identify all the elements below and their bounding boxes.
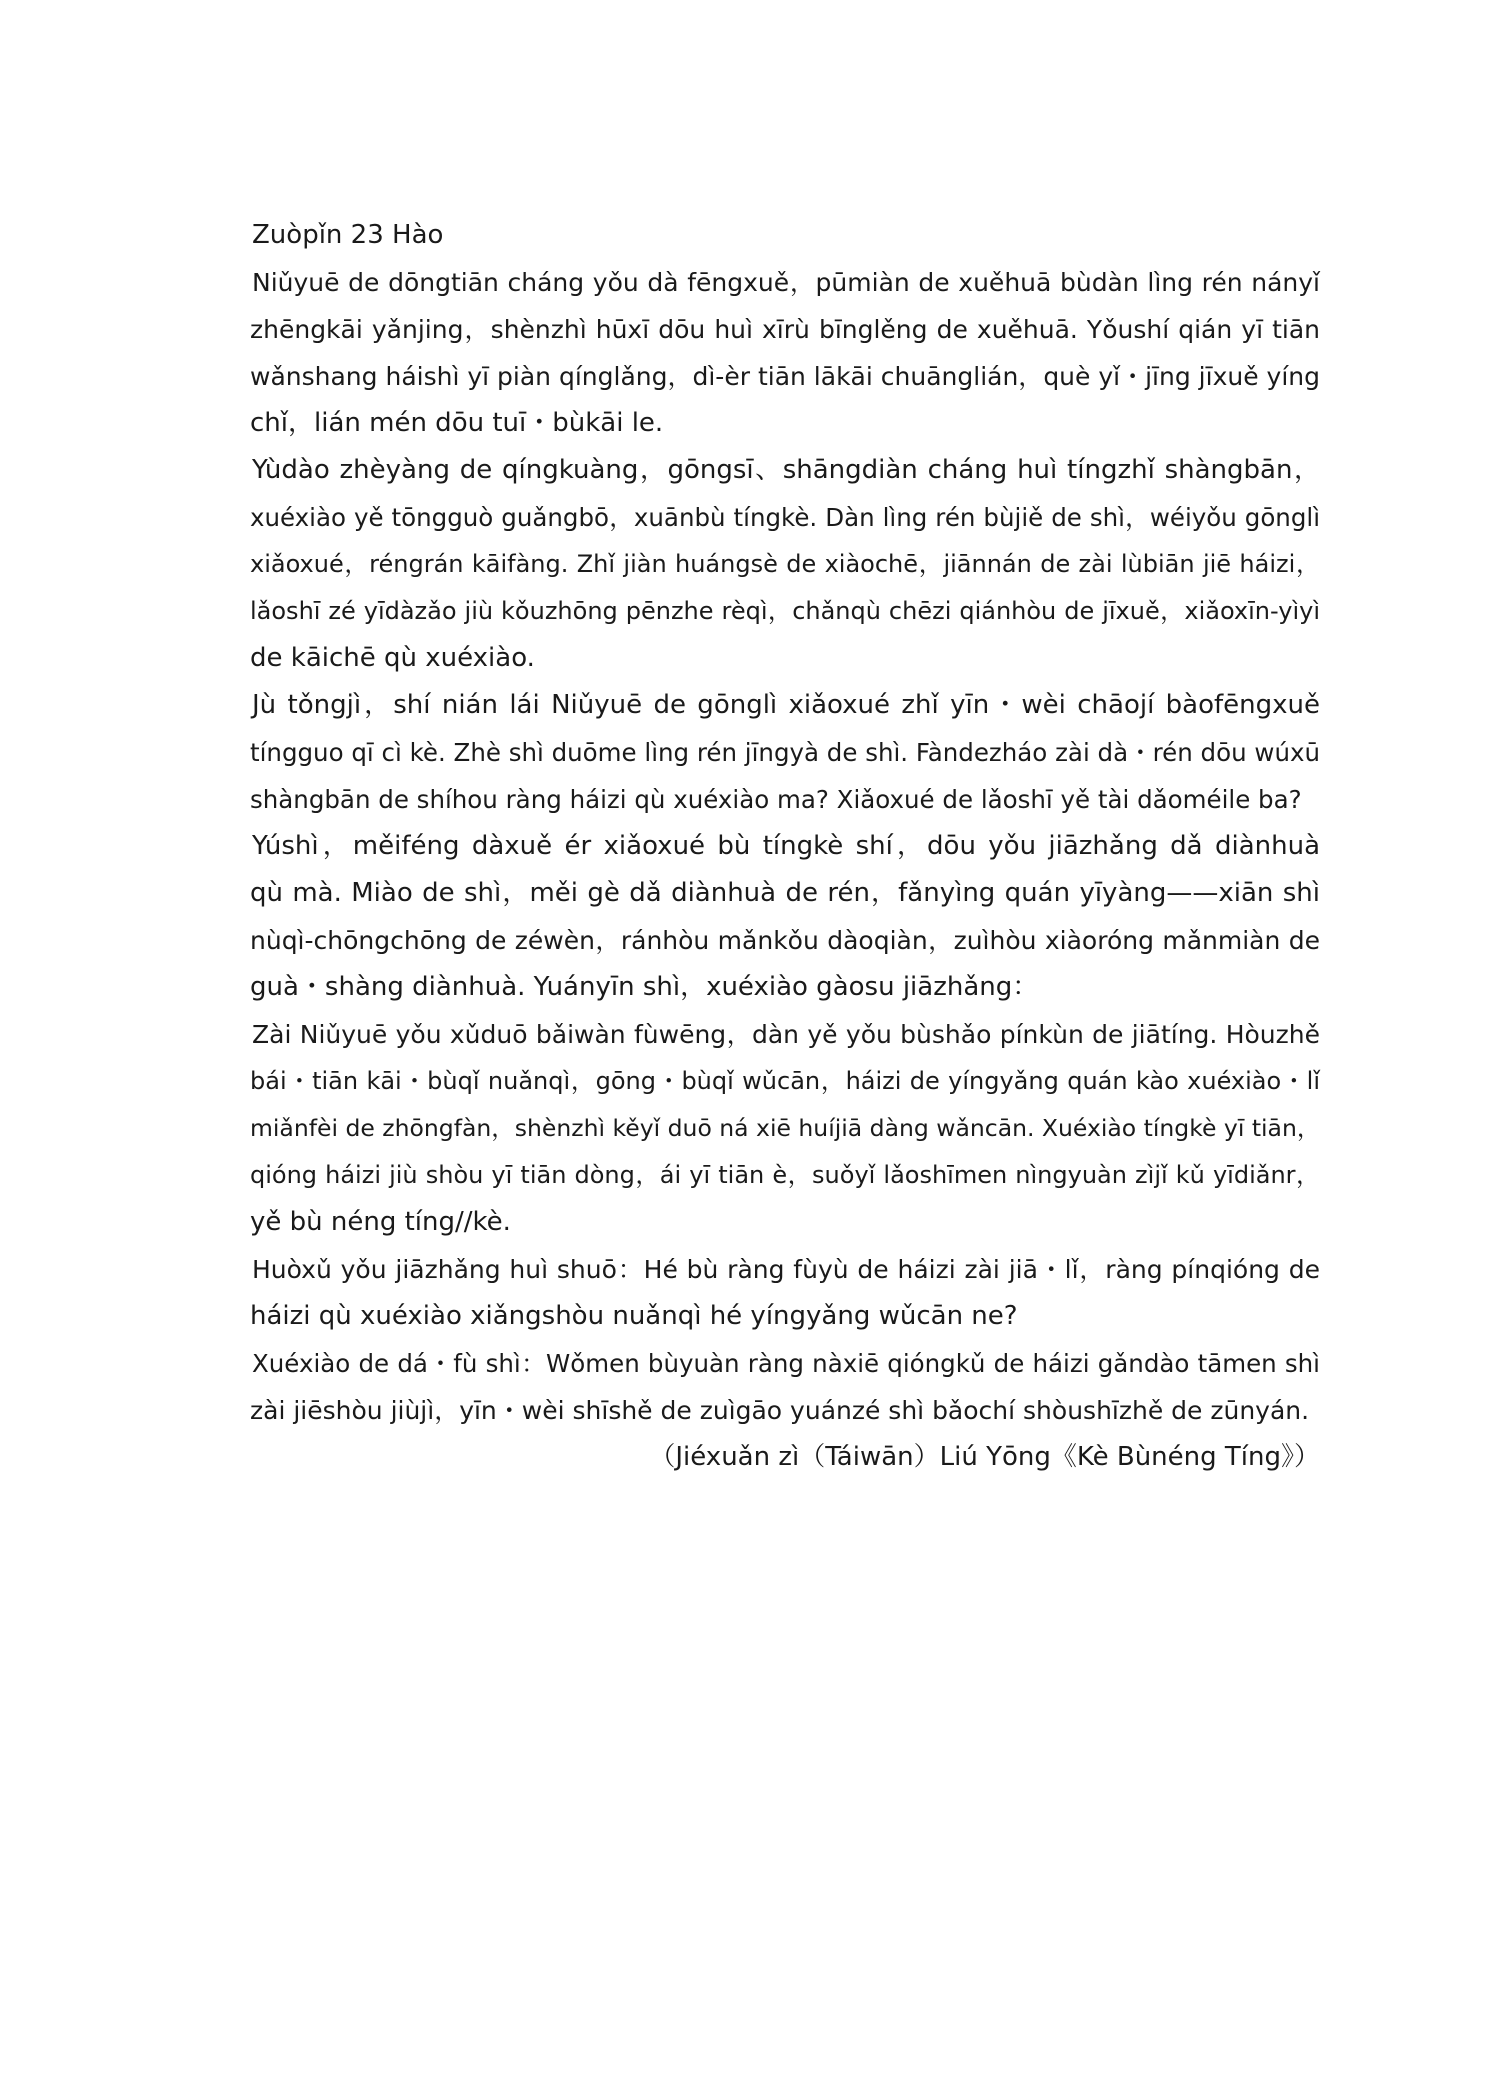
text-line: tíngguo qī cì kè. Zhè shì duōme lìng rén jīngyà de shì. Fàndezháo zài dà・rén dōu wúxū xyxy=(250,738,1320,767)
text-line: yě bù néng tíng//kè. xyxy=(250,1207,511,1237)
text-line: Huòxǔ yǒu jiāzhǎng huì shuō：Hé bù ràng fùyù de háizi zài jiā・lǐ，ràng pínqióng de xyxy=(252,1255,1320,1284)
text-line: miǎnfèi de zhōngfàn，shènzhì kěyǐ duō ná xiē huíjiā dàng wǎncān. Xuéxiào tíngkè yī tiān， xyxy=(250,1114,1321,1142)
text-line: xuéxiào yě tōngguò guǎngbō，xuānbù tíngkè. Dàn lìng rén bùjiě de shì，wéiyǒu gōnglì xyxy=(250,503,1320,532)
text-line: wǎnshang háishì yī piàn qínglǎng，dì-èr tiān lākāi chuānglián，què yǐ・jīng jīxuě yíng xyxy=(250,362,1320,391)
paragraph xyxy=(0,447,1504,682)
text-line: nùqì-chōngchōng de zéwèn，ránhòu mǎnkǒu dàoqiàn，zuìhòu xiàoróng mǎnmiàn de xyxy=(250,926,1320,955)
text-line: shàngbān de shíhou ràng háizi qù xuéxiào ma? Xiǎoxué de lǎoshī yě tài dǎoméile ba? xyxy=(250,785,1302,814)
text-line: háizi qù xuéxiào xiǎngshòu nuǎnqì hé yíngyǎng wǔcān ne? xyxy=(250,1301,1018,1331)
text-line: bái・tiān kāi・bùqǐ nuǎnqì，gōng・bùqǐ wǔcān，háizi de yíngyǎng quán kào xuéxiào・lǐ xyxy=(250,1067,1320,1095)
text-line: Niǔyuē de dōngtiān cháng yǒu dà fēngxuě，pūmiàn de xuěhuā bùdàn lìng rén nányǐ xyxy=(252,268,1320,297)
paragraph xyxy=(0,259,1504,447)
article-title: Zuòpǐn 23 Hào xyxy=(252,220,444,250)
text-line: chǐ，lián mén dōu tuī・bùkāi le. xyxy=(250,408,664,438)
text-line: qióng háizi jiù shòu yī tiān dòng，ái yī tiān è，suǒyǐ lǎoshīmen nìngyuàn zìjǐ kǔ yīdiǎnr， xyxy=(250,1161,1320,1189)
text-line: Zài Niǔyuē yǒu xǔduō bǎiwàn fùwēng，dàn yě yǒu bùshǎo pínkùn de jiātíng. Hòuzhě xyxy=(252,1020,1320,1049)
text-line: guà・shàng diànhuà. Yuányīn shì，xuéxiào gàosu jiāzhǎng： xyxy=(250,972,1039,1002)
paragraph xyxy=(0,823,1504,1011)
paragraph xyxy=(0,1340,1504,1434)
text-line: Yúshì，měiféng dàxuě ér xiǎoxué bù tíngkè shí，dōu yǒu jiāzhǎng dǎ diànhuà xyxy=(252,831,1320,861)
text-line: zhēngkāi yǎnjing，shènzhì hūxī dōu huì xīrù bīnglěng de xuěhuā. Yǒushí qián yī tiān xyxy=(250,315,1320,344)
article-text xyxy=(0,259,1504,1434)
paragraph xyxy=(0,682,1504,823)
text-line: xiǎoxué，réngrán kāifàng. Zhǐ jiàn huángsè de xiàochē，jiānnán de zài lùbiān jiē háizi， xyxy=(250,550,1320,578)
text-line: qù mà. Miào de shì，měi gè dǎ diànhuà de rén，fǎnyìng quán yīyàng——xiān shì xyxy=(250,878,1320,908)
text-line: Yùdào zhèyàng de qíngkuàng，gōngsī、shāngdiàn cháng huì tíngzhǐ shàngbān， xyxy=(252,455,1320,485)
paragraph xyxy=(0,1011,1504,1246)
text-line: lǎoshī zé yīdàzǎo jiù kǒuzhōng pēnzhe rèqì，chǎnqù chēzi qiánhòu de jīxuě，xiǎoxīn-yìyì xyxy=(250,597,1320,625)
text-line: de kāichē qù xuéxiào. xyxy=(250,643,535,673)
text-line: zài jiēshòu jiùjì，yīn・wèi shīshě de zuìgāo yuánzé shì bǎochí shòushīzhě de zūnyán. xyxy=(250,1396,1310,1425)
source-citation: （Jiéxuǎn zì（Táiwān）Liú Yōng《Kè Bùnéng Tíng》） xyxy=(649,1442,1320,1472)
text-line: Xuéxiào de dá・fù shì：Wǒmen bùyuàn ràng nàxiē qióngkǔ de háizi gǎndào tāmen shì xyxy=(252,1349,1320,1378)
paragraph xyxy=(0,1246,1504,1340)
document-body xyxy=(0,212,1504,1481)
text-line: Jù tǒngjì，shí nián lái Niǔyuē de gōnglì xiǎoxué zhǐ yīn・wèi chāojí bàofēngxuě xyxy=(252,690,1320,720)
